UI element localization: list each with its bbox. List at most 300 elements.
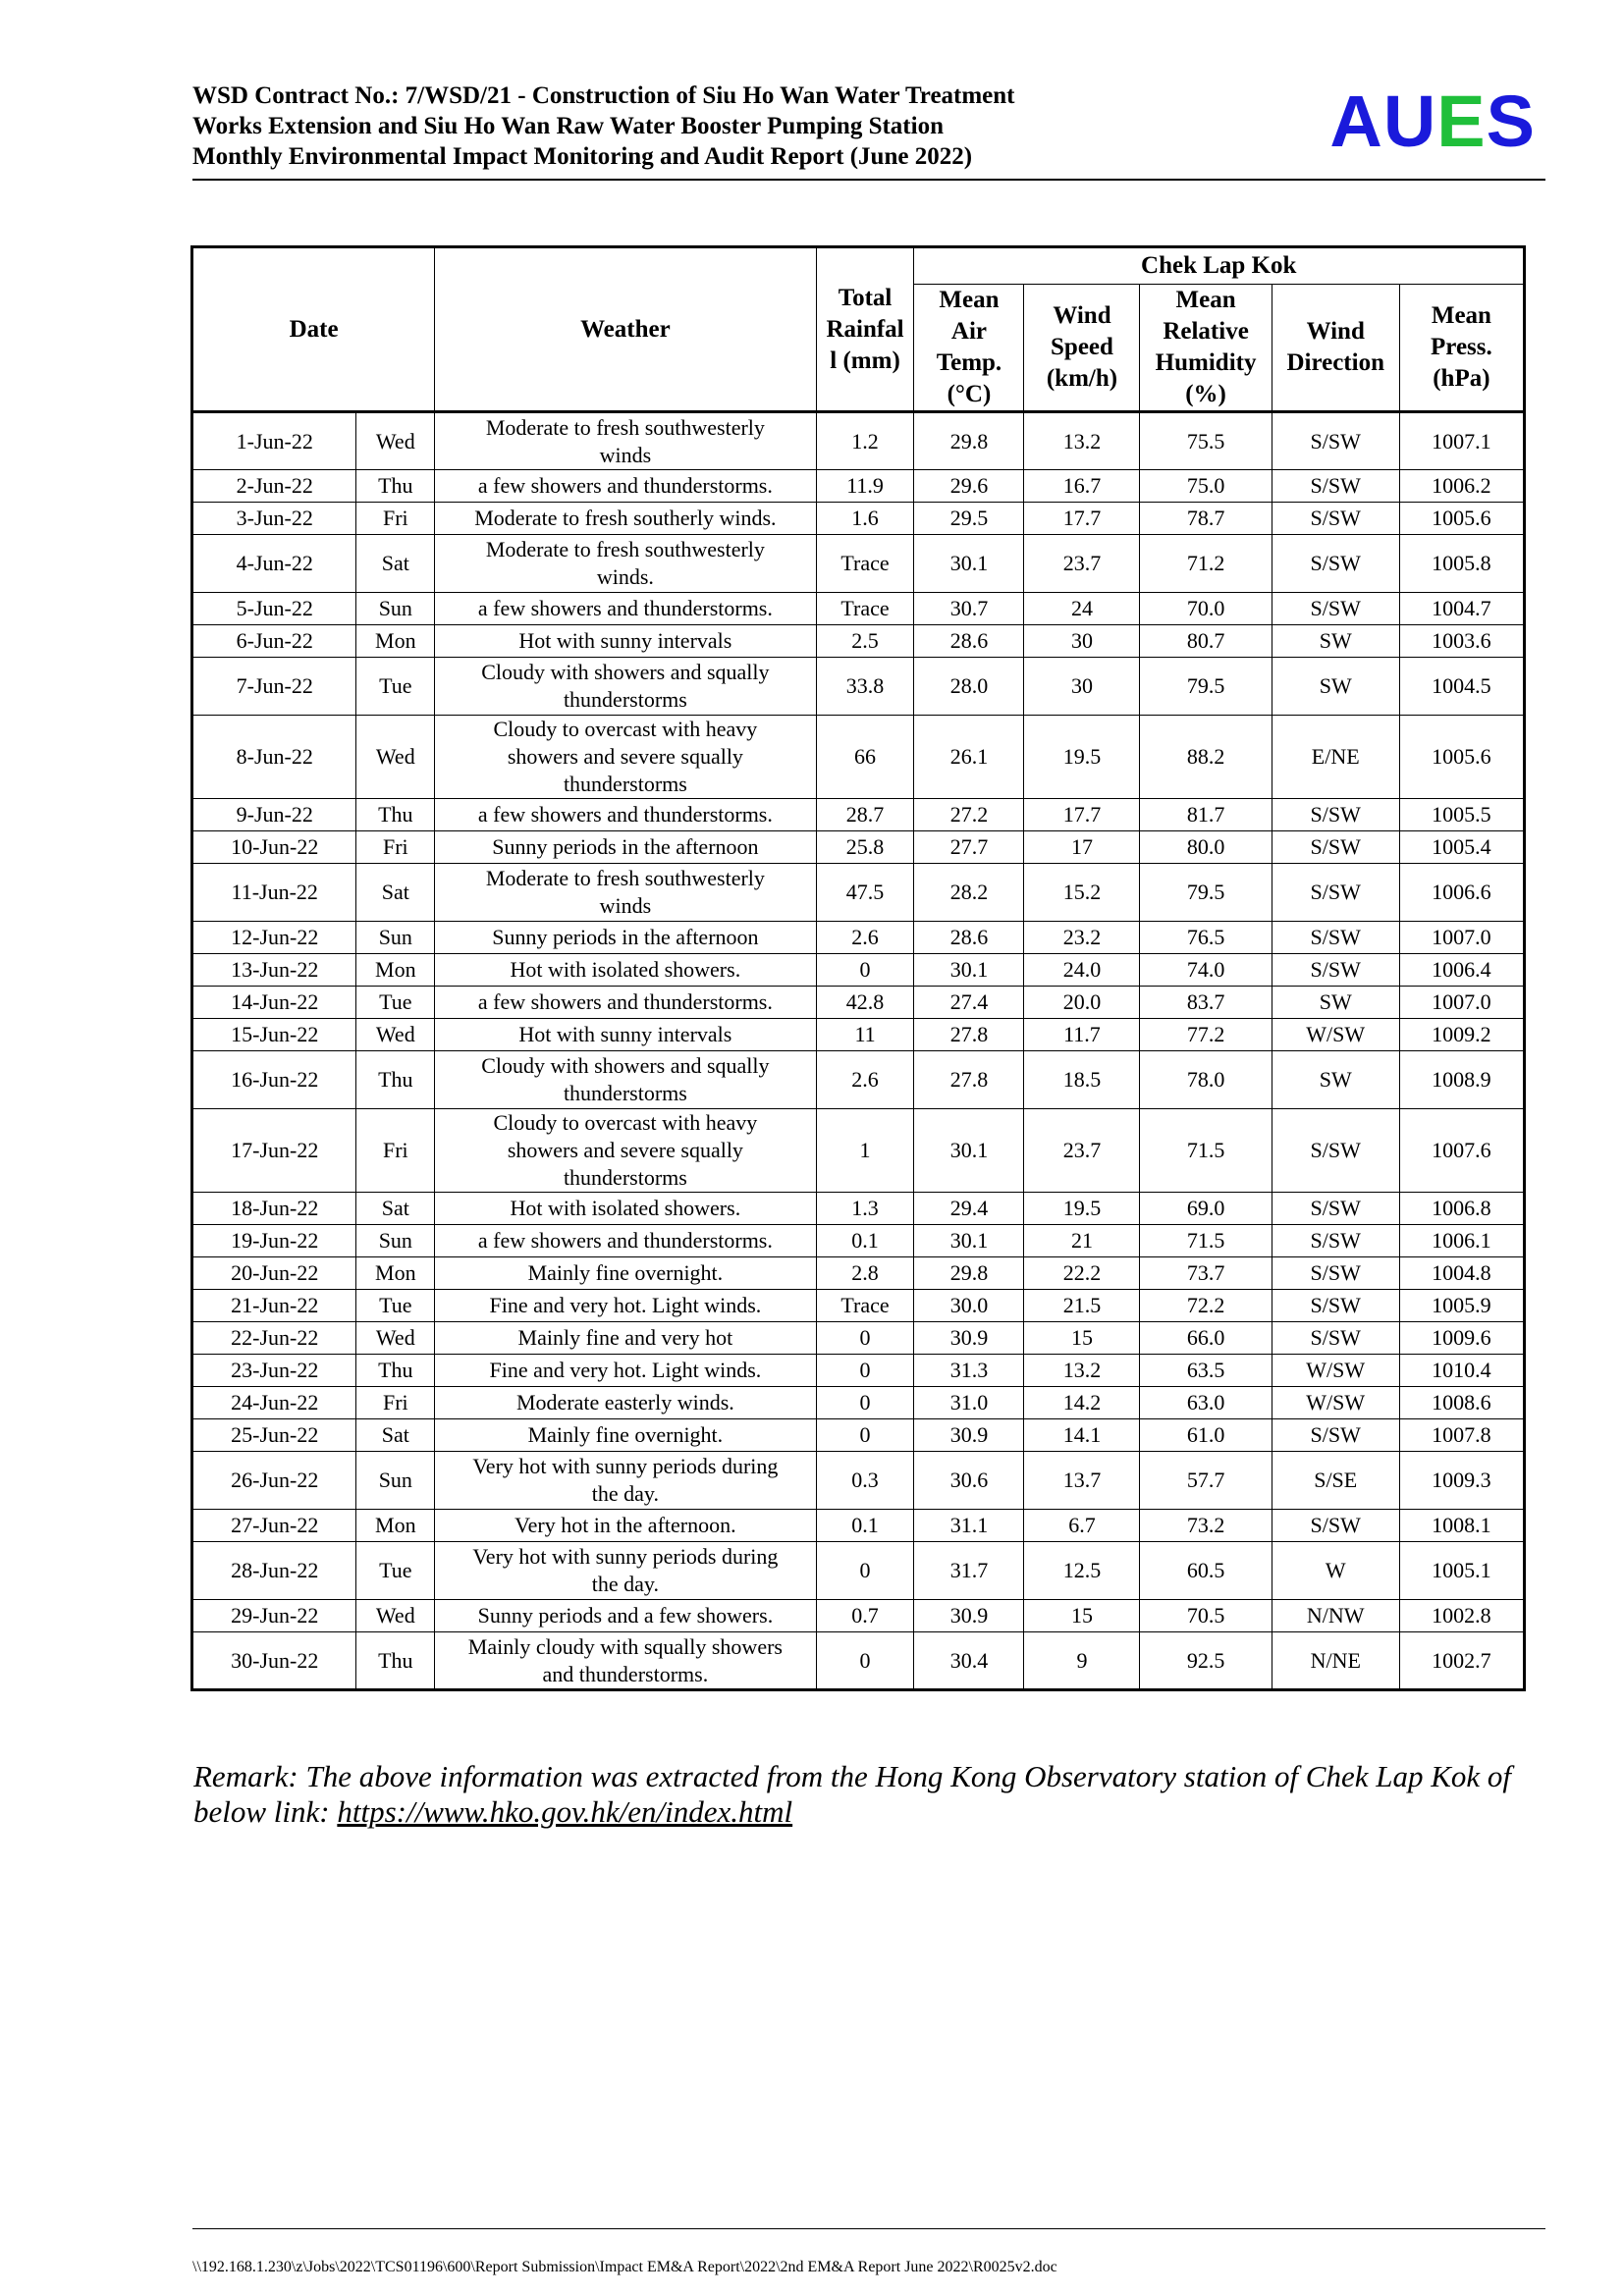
pressure-cell: 1007.1 <box>1399 412 1524 470</box>
header-line-3: Monthly Environmental Impact Monitoring and Audit Report (June 2022) <box>192 143 973 170</box>
weather-line: winds. <box>596 564 654 589</box>
wind-direction-cell: S/SW <box>1272 593 1399 625</box>
weather-cell <box>435 1257 816 1290</box>
weather-line: the day. <box>591 1572 659 1596</box>
weather-line: the day. <box>591 1481 659 1506</box>
wind-direction-cell: S/SW <box>1272 1225 1399 1257</box>
date-cell: 18-Jun-22 <box>192 1193 356 1225</box>
humidity-cell: 69.0 <box>1140 1193 1272 1225</box>
weather-cell <box>435 1290 816 1322</box>
humidity-cell: 79.5 <box>1140 658 1272 716</box>
day-cell: Sun <box>356 922 435 954</box>
weather-line: Fine and very hot. Light winds. <box>489 1293 762 1317</box>
wind-speed-cell: 23.7 <box>1024 1109 1140 1193</box>
header-line: Mean <box>1431 302 1491 329</box>
header-line: Total <box>838 284 893 311</box>
date-cell: 30-Jun-22 <box>192 1632 356 1690</box>
table-row <box>192 1600 1525 1632</box>
temp-cell: 31.1 <box>914 1510 1024 1542</box>
wind-speed-cell: 22.2 <box>1024 1257 1140 1290</box>
footer-file-path: \\192.168.1.230\z\Jobs\2022\TCS01196\600\Report Submission\Impact EM&A Report\2022\2nd EM&A Report June 2022\R0025v2.doc <box>192 2259 1057 2275</box>
table-row <box>192 1290 1525 1322</box>
date-cell: 27-Jun-22 <box>192 1510 356 1542</box>
pressure-cell: 1006.1 <box>1399 1225 1524 1257</box>
header-line: l (mm) <box>830 347 900 374</box>
weather-line: Very hot with sunny periods during <box>472 1544 779 1569</box>
weather-table <box>190 245 1526 1691</box>
temp-cell: 28.0 <box>914 658 1024 716</box>
wind-speed-cell: 21 <box>1024 1225 1140 1257</box>
table-row <box>192 1225 1525 1257</box>
weather-cell <box>435 1632 816 1690</box>
wind-direction-cell: W <box>1272 1542 1399 1600</box>
table-row <box>192 1632 1525 1690</box>
day-cell: Mon <box>356 1257 435 1290</box>
header-line: Wind <box>1306 318 1365 345</box>
temp-cell: 27.8 <box>914 1019 1024 1051</box>
header-temp <box>914 285 1024 412</box>
date-cell: 8-Jun-22 <box>192 716 356 799</box>
weather-line: a few showers and thunderstorms. <box>477 802 773 827</box>
wind-direction-cell: W/SW <box>1272 1019 1399 1051</box>
temp-cell: 26.1 <box>914 716 1024 799</box>
day-cell: Fri <box>356 831 435 864</box>
day-cell: Sun <box>356 1452 435 1510</box>
rainfall-cell: 0 <box>816 1632 914 1690</box>
humidity-cell: 88.2 <box>1140 716 1272 799</box>
humidity-cell: 78.7 <box>1140 503 1272 535</box>
header-date: Date <box>192 247 435 412</box>
rainfall-cell: 2.6 <box>816 922 914 954</box>
day-cell: Mon <box>356 954 435 987</box>
pressure-cell: 1007.0 <box>1399 987 1524 1019</box>
date-cell: 29-Jun-22 <box>192 1600 356 1632</box>
rainfall-cell: 25.8 <box>816 831 914 864</box>
temp-cell: 30.7 <box>914 593 1024 625</box>
pressure-cell: 1005.1 <box>1399 1542 1524 1600</box>
date-cell: 26-Jun-22 <box>192 1452 356 1510</box>
humidity-cell: 71.5 <box>1140 1225 1272 1257</box>
rainfall-cell: 2.6 <box>816 1051 914 1109</box>
footer-divider <box>192 2228 1545 2229</box>
day-cell: Thu <box>356 1051 435 1109</box>
weather-cell <box>435 987 816 1019</box>
weather-cell <box>435 716 816 799</box>
rainfall-cell: 0.1 <box>816 1225 914 1257</box>
rainfall-cell: 66 <box>816 716 914 799</box>
wind-speed-cell: 15 <box>1024 1322 1140 1355</box>
table-row <box>192 1452 1525 1510</box>
weather-cell <box>435 1322 816 1355</box>
header-station: Chek Lap Kok <box>914 247 1525 285</box>
wind-direction-cell: S/SW <box>1272 864 1399 922</box>
day-cell: Thu <box>356 470 435 503</box>
temp-cell: 30.1 <box>914 954 1024 987</box>
pressure-cell: 1009.3 <box>1399 1452 1524 1510</box>
weather-cell <box>435 625 816 658</box>
pressure-cell: 1003.6 <box>1399 625 1524 658</box>
table-row <box>192 864 1525 922</box>
table-row <box>192 1109 1525 1193</box>
humidity-cell: 73.2 <box>1140 1510 1272 1542</box>
rainfall-cell: 1.6 <box>816 503 914 535</box>
header-line: Mean <box>1175 287 1236 313</box>
weather-line: Very hot in the afternoon. <box>514 1513 736 1537</box>
rainfall-cell: 0.7 <box>816 1600 914 1632</box>
date-cell: 25-Jun-22 <box>192 1419 356 1452</box>
date-cell: 2-Jun-22 <box>192 470 356 503</box>
pressure-cell: 1004.8 <box>1399 1257 1524 1290</box>
date-cell: 10-Jun-22 <box>192 831 356 864</box>
pressure-cell: 1005.9 <box>1399 1290 1524 1322</box>
date-cell: 9-Jun-22 <box>192 799 356 831</box>
humidity-cell: 80.0 <box>1140 831 1272 864</box>
wind-direction-cell: S/SW <box>1272 470 1399 503</box>
day-cell: Sun <box>356 1225 435 1257</box>
wind-direction-cell: S/SW <box>1272 412 1399 470</box>
wind-direction-cell: S/SW <box>1272 503 1399 535</box>
hko-link[interactable]: https://www.hko.gov.hk/en/index.html <box>337 1794 793 1829</box>
weather-line: and thunderstorms. <box>542 1661 709 1686</box>
temp-cell: 29.5 <box>914 503 1024 535</box>
day-cell: Sat <box>356 1419 435 1452</box>
wind-speed-cell: 21.5 <box>1024 1290 1140 1322</box>
rainfall-cell: Trace <box>816 593 914 625</box>
report-title-block <box>192 80 1015 172</box>
pressure-cell: 1006.6 <box>1399 864 1524 922</box>
weather-line: Cloudy to overcast with heavy <box>493 717 758 741</box>
rainfall-cell: 33.8 <box>816 658 914 716</box>
wind-speed-cell: 15 <box>1024 1600 1140 1632</box>
table-row <box>192 1322 1525 1355</box>
table-row <box>192 1193 1525 1225</box>
table-row <box>192 799 1525 831</box>
wind-speed-cell: 12.5 <box>1024 1542 1140 1600</box>
pressure-cell: 1002.8 <box>1399 1600 1524 1632</box>
date-cell: 4-Jun-22 <box>192 535 356 593</box>
day-cell: Thu <box>356 1355 435 1387</box>
weather-cell <box>435 864 816 922</box>
temp-cell: 31.7 <box>914 1542 1024 1600</box>
day-cell: Wed <box>356 1322 435 1355</box>
header-line: (°C) <box>947 381 992 407</box>
weather-cell <box>435 1225 816 1257</box>
rainfall-cell: 0.1 <box>816 1510 914 1542</box>
header-wind-speed <box>1024 285 1140 412</box>
humidity-cell: 83.7 <box>1140 987 1272 1019</box>
temp-cell: 31.0 <box>914 1387 1024 1419</box>
header-line: Wind <box>1053 302 1111 329</box>
header-line: Press. <box>1431 334 1492 360</box>
temp-cell: 28.2 <box>914 864 1024 922</box>
weather-line: Moderate to fresh southwesterly <box>485 866 765 890</box>
date-cell: 5-Jun-22 <box>192 593 356 625</box>
table-row <box>192 412 1525 470</box>
pressure-cell: 1005.8 <box>1399 535 1524 593</box>
rainfall-cell: 42.8 <box>816 987 914 1019</box>
rainfall-cell: 0 <box>816 1419 914 1452</box>
weather-line: Cloudy with showers and squally <box>481 660 770 684</box>
weather-cell <box>435 922 816 954</box>
wind-direction-cell: W/SW <box>1272 1387 1399 1419</box>
wind-direction-cell: S/SW <box>1272 1290 1399 1322</box>
wind-speed-cell: 13.2 <box>1024 1355 1140 1387</box>
temp-cell: 29.8 <box>914 412 1024 470</box>
date-cell: 24-Jun-22 <box>192 1387 356 1419</box>
temp-cell: 29.6 <box>914 470 1024 503</box>
table-row <box>192 1257 1525 1290</box>
wind-speed-cell: 24 <box>1024 593 1140 625</box>
rainfall-cell: 1.2 <box>816 412 914 470</box>
weather-cell <box>435 1051 816 1109</box>
humidity-cell: 66.0 <box>1140 1322 1272 1355</box>
wind-direction-cell: SW <box>1272 1051 1399 1109</box>
wind-speed-cell: 13.2 <box>1024 412 1140 470</box>
humidity-cell: 63.0 <box>1140 1387 1272 1419</box>
pressure-cell: 1009.2 <box>1399 1019 1524 1051</box>
date-cell: 13-Jun-22 <box>192 954 356 987</box>
pressure-cell: 1004.5 <box>1399 658 1524 716</box>
day-cell: Thu <box>356 799 435 831</box>
weather-cell <box>435 1452 816 1510</box>
wind-speed-cell: 23.7 <box>1024 535 1140 593</box>
aues-logo <box>1329 82 1536 161</box>
weather-line: winds <box>599 893 652 918</box>
table-row <box>192 535 1525 593</box>
wind-speed-cell: 17.7 <box>1024 503 1140 535</box>
wind-speed-cell: 30 <box>1024 658 1140 716</box>
day-cell: Sun <box>356 593 435 625</box>
table-row <box>192 716 1525 799</box>
date-cell: 6-Jun-22 <box>192 625 356 658</box>
wind-direction-cell: SW <box>1272 987 1399 1019</box>
logo-letter: A <box>1329 80 1383 162</box>
header-line: (km/h) <box>1046 365 1118 392</box>
wind-speed-cell: 17 <box>1024 831 1140 864</box>
temp-cell: 28.6 <box>914 922 1024 954</box>
wind-direction-cell: S/SW <box>1272 535 1399 593</box>
humidity-cell: 63.5 <box>1140 1355 1272 1387</box>
wind-speed-cell: 19.5 <box>1024 716 1140 799</box>
table-row <box>192 1051 1525 1109</box>
header-line: Speed <box>1051 334 1113 360</box>
weather-line: Hot with sunny intervals <box>518 628 732 653</box>
weather-line: Fine and very hot. Light winds. <box>489 1358 762 1382</box>
table-row <box>192 831 1525 864</box>
table-row <box>192 1387 1525 1419</box>
humidity-cell: 70.0 <box>1140 593 1272 625</box>
temp-cell: 29.8 <box>914 1257 1024 1290</box>
header-humidity <box>1140 285 1272 412</box>
header-line-1: WSD Contract No.: 7/WSD/21 - Construction of Siu Ho Wan Water Treatment <box>192 82 1015 109</box>
weather-cell <box>435 535 816 593</box>
temp-cell: 27.7 <box>914 831 1024 864</box>
pressure-cell: 1008.9 <box>1399 1051 1524 1109</box>
weather-line: Moderate to fresh southwesterly <box>485 414 765 440</box>
wind-direction-cell: S/SW <box>1272 1510 1399 1542</box>
header-line: Air <box>950 318 988 345</box>
weather-line: Very hot with sunny periods during <box>472 1454 779 1478</box>
weather-line: a few showers and thunderstorms. <box>477 1228 773 1253</box>
pressure-cell: 1007.6 <box>1399 1109 1524 1193</box>
wind-speed-cell: 17.7 <box>1024 799 1140 831</box>
weather-line: Moderate easterly winds. <box>516 1390 734 1415</box>
rainfall-cell: Trace <box>816 1290 914 1322</box>
humidity-cell: 78.0 <box>1140 1051 1272 1109</box>
temp-cell: 30.9 <box>914 1419 1024 1452</box>
weather-line: Mainly fine and very hot <box>517 1325 733 1350</box>
weather-line: showers and severe squally <box>507 1138 743 1162</box>
weather-cell <box>435 1193 816 1225</box>
rainfall-cell: 0.3 <box>816 1452 914 1510</box>
day-cell: Wed <box>356 412 435 470</box>
weather-cell <box>435 1387 816 1419</box>
weather-line: Moderate to fresh southwesterly <box>485 537 765 561</box>
wind-speed-cell: 16.7 <box>1024 470 1140 503</box>
header-rainfall <box>816 247 914 412</box>
wind-speed-cell: 19.5 <box>1024 1193 1140 1225</box>
day-cell: Tue <box>356 1290 435 1322</box>
pressure-cell: 1008.1 <box>1399 1510 1524 1542</box>
table-row <box>192 922 1525 954</box>
date-cell: 22-Jun-22 <box>192 1322 356 1355</box>
temp-cell: 30.4 <box>914 1632 1024 1690</box>
humidity-cell: 80.7 <box>1140 625 1272 658</box>
temp-cell: 30.9 <box>914 1600 1024 1632</box>
humidity-cell: 75.0 <box>1140 470 1272 503</box>
wind-direction-cell: S/SW <box>1272 1322 1399 1355</box>
day-cell: Tue <box>356 987 435 1019</box>
table-row <box>192 658 1525 716</box>
temp-cell: 30.9 <box>914 1322 1024 1355</box>
pressure-cell: 1006.8 <box>1399 1193 1524 1225</box>
day-cell: Sat <box>356 1193 435 1225</box>
weather-cell <box>435 503 816 535</box>
logo-letter: S <box>1486 80 1536 162</box>
date-cell: 16-Jun-22 <box>192 1051 356 1109</box>
wind-speed-cell: 14.1 <box>1024 1419 1140 1452</box>
temp-cell: 30.0 <box>914 1290 1024 1322</box>
rainfall-cell: Trace <box>816 535 914 593</box>
date-cell: 3-Jun-22 <box>192 503 356 535</box>
table-row <box>192 954 1525 987</box>
pressure-cell: 1005.5 <box>1399 799 1524 831</box>
humidity-cell: 81.7 <box>1140 799 1272 831</box>
humidity-cell: 71.5 <box>1140 1109 1272 1193</box>
wind-direction-cell: N/NE <box>1272 1632 1399 1690</box>
wind-speed-cell: 30 <box>1024 625 1140 658</box>
day-cell: Mon <box>356 1510 435 1542</box>
wind-direction-cell: S/SW <box>1272 922 1399 954</box>
logo-letter: U <box>1382 80 1437 162</box>
weather-line: a few showers and thunderstorms. <box>477 989 773 1014</box>
weather-line: Sunny periods in the afternoon <box>492 834 759 859</box>
humidity-cell: 73.7 <box>1140 1257 1272 1290</box>
weather-line: Cloudy with showers and squally <box>481 1053 770 1078</box>
day-cell: Fri <box>356 503 435 535</box>
date-cell: 20-Jun-22 <box>192 1257 356 1290</box>
pressure-cell: 1005.4 <box>1399 831 1524 864</box>
weather-line: Mainly cloudy with squally showers <box>467 1633 783 1659</box>
rainfall-cell: 11.9 <box>816 470 914 503</box>
wind-speed-cell: 24.0 <box>1024 954 1140 987</box>
weather-cell <box>435 1355 816 1387</box>
weather-line: Hot with isolated showers. <box>510 1196 741 1220</box>
weather-cell <box>435 1542 816 1600</box>
header-line: Relative <box>1163 318 1249 345</box>
temp-cell: 27.2 <box>914 799 1024 831</box>
day-cell: Mon <box>356 625 435 658</box>
date-cell: 15-Jun-22 <box>192 1019 356 1051</box>
wind-direction-cell: SW <box>1272 658 1399 716</box>
weather-cell <box>435 1419 816 1452</box>
pressure-cell: 1007.8 <box>1399 1419 1524 1452</box>
humidity-cell: 74.0 <box>1140 954 1272 987</box>
wind-speed-cell: 9 <box>1024 1632 1140 1690</box>
table-row <box>192 1355 1525 1387</box>
wind-speed-cell: 14.2 <box>1024 1387 1140 1419</box>
remark <box>193 1759 1548 1830</box>
rainfall-cell: 28.7 <box>816 799 914 831</box>
temp-cell: 31.3 <box>914 1355 1024 1387</box>
rainfall-cell: 47.5 <box>816 864 914 922</box>
weather-cell <box>435 954 816 987</box>
header-pressure <box>1399 285 1524 412</box>
wind-speed-cell: 11.7 <box>1024 1019 1140 1051</box>
header-line: Temp. <box>936 349 1002 376</box>
weather-line: Hot with sunny intervals <box>518 1022 732 1046</box>
humidity-cell: 79.5 <box>1140 864 1272 922</box>
date-cell: 14-Jun-22 <box>192 987 356 1019</box>
weather-cell <box>435 831 816 864</box>
humidity-cell: 70.5 <box>1140 1600 1272 1632</box>
humidity-cell: 57.7 <box>1140 1452 1272 1510</box>
day-cell: Tue <box>356 658 435 716</box>
weather-cell <box>435 1510 816 1542</box>
weather-line: Sunny periods in the afternoon <box>492 925 759 949</box>
humidity-cell: 77.2 <box>1140 1019 1272 1051</box>
table-row <box>192 503 1525 535</box>
pressure-cell: 1004.7 <box>1399 593 1524 625</box>
weather-cell <box>435 1019 816 1051</box>
header-weather: Weather <box>435 247 816 412</box>
wind-speed-cell: 18.5 <box>1024 1051 1140 1109</box>
temp-cell: 27.8 <box>914 1051 1024 1109</box>
page-header <box>192 80 1545 181</box>
temp-cell: 28.6 <box>914 625 1024 658</box>
wind-direction-cell: S/SW <box>1272 831 1399 864</box>
wind-direction-cell: N/NW <box>1272 1600 1399 1632</box>
weather-line: a few showers and thunderstorms. <box>477 473 773 498</box>
wind-direction-cell: E/NE <box>1272 716 1399 799</box>
humidity-cell: 71.2 <box>1140 535 1272 593</box>
weather-cell <box>435 658 816 716</box>
header-line: (%) <box>1185 381 1226 407</box>
rainfall-cell: 2.8 <box>816 1257 914 1290</box>
humidity-cell: 92.5 <box>1140 1632 1272 1690</box>
weather-line: a few showers and thunderstorms. <box>477 596 773 620</box>
wind-direction-cell: S/SW <box>1272 954 1399 987</box>
wind-direction-cell: S/SE <box>1272 1452 1399 1510</box>
weather-line: thunderstorms <box>563 772 687 796</box>
day-cell: Sat <box>356 535 435 593</box>
day-cell: Fri <box>356 1109 435 1193</box>
weather-line: winds <box>599 442 652 467</box>
date-cell: 21-Jun-22 <box>192 1290 356 1322</box>
weather-cell <box>435 1109 816 1193</box>
date-cell: 1-Jun-22 <box>192 412 356 470</box>
table-row <box>192 625 1525 658</box>
